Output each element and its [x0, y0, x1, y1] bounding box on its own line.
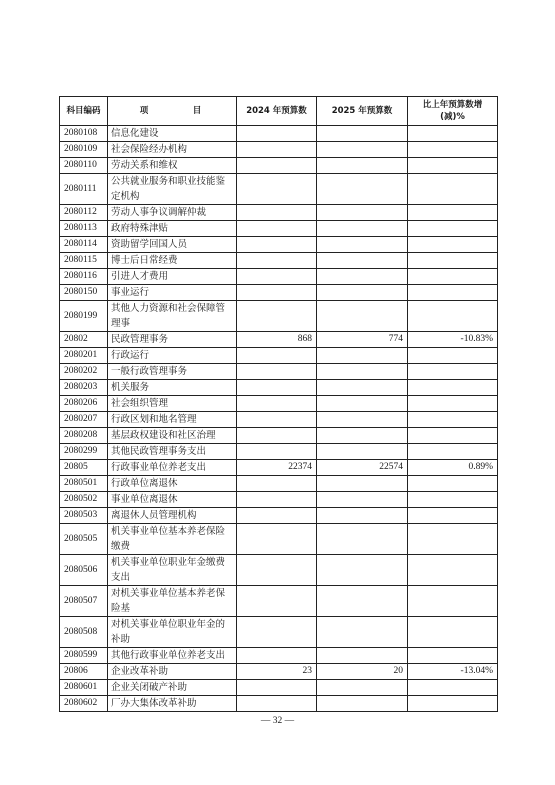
cell-budget-2024: [237, 142, 317, 158]
cell-change: [408, 524, 498, 555]
cell-budget-2024: [237, 285, 317, 301]
table-row: [60, 269, 498, 285]
cell-change: [408, 586, 498, 617]
cell-code: 2080108: [60, 126, 108, 142]
cell-budget-2025: 20: [317, 664, 408, 680]
cell-code: 2080502: [60, 492, 108, 508]
cell-budget-2025: [317, 301, 408, 332]
cell-code: 20802: [60, 332, 108, 348]
cell-code: 2080115: [60, 253, 108, 269]
table-row: [60, 586, 498, 617]
table-header-row: [60, 97, 498, 126]
table-row: [60, 492, 498, 508]
table-row: [60, 444, 498, 460]
cell-change: [408, 508, 498, 524]
cell-budget-2025: [317, 412, 408, 428]
cell-item-name: 对机关事业单位基本养老保险基: [108, 586, 237, 617]
cell-change: [408, 492, 498, 508]
cell-budget-2025: [317, 680, 408, 696]
cell-item-name: 其他行政事业单位养老支出: [108, 648, 237, 664]
header-item: 项 目: [108, 97, 237, 126]
cell-budget-2024: [237, 428, 317, 444]
cell-change: [408, 174, 498, 205]
cell-budget-2025: [317, 158, 408, 174]
table-row: [60, 126, 498, 142]
table-row: [60, 332, 498, 348]
cell-code: 2080505: [60, 524, 108, 555]
cell-budget-2024: [237, 174, 317, 205]
table-row: [60, 476, 498, 492]
cell-budget-2025: [317, 508, 408, 524]
cell-change: [408, 126, 498, 142]
cell-change: [408, 696, 498, 712]
cell-budget-2025: [317, 476, 408, 492]
header-budget-2024: 2024 年预算数: [237, 97, 317, 126]
cell-code: 2080508: [60, 617, 108, 648]
cell-budget-2025: [317, 253, 408, 269]
cell-budget-2024: [237, 412, 317, 428]
table-row: [60, 524, 498, 555]
table-row: [60, 396, 498, 412]
cell-budget-2025: [317, 696, 408, 712]
cell-budget-2024: [237, 617, 317, 648]
table-row: [60, 508, 498, 524]
cell-budget-2025: [317, 586, 408, 617]
cell-change: [408, 680, 498, 696]
cell-budget-2024: 22374: [237, 460, 317, 476]
table-row: [60, 158, 498, 174]
cell-code: 2080503: [60, 508, 108, 524]
cell-item-name: 公共就业服务和职业技能鉴定机构: [108, 174, 237, 205]
table-row: [60, 174, 498, 205]
cell-code: 2080150: [60, 285, 108, 301]
cell-change: -13.04%: [408, 664, 498, 680]
cell-item-name: 机关事业单位职业年金缴费支出: [108, 555, 237, 586]
cell-budget-2024: [237, 696, 317, 712]
cell-code: 2080506: [60, 555, 108, 586]
table-row: [60, 221, 498, 237]
cell-code: 2080207: [60, 412, 108, 428]
cell-change: [408, 476, 498, 492]
cell-change: [408, 396, 498, 412]
cell-item-name: 行政单位离退休: [108, 476, 237, 492]
cell-code: 2080208: [60, 428, 108, 444]
table-row: [60, 555, 498, 586]
cell-item-name: 行政区划和地名管理: [108, 412, 237, 428]
cell-budget-2025: [317, 648, 408, 664]
cell-budget-2024: [237, 237, 317, 253]
cell-budget-2025: [317, 380, 408, 396]
cell-change: [408, 301, 498, 332]
cell-code: 2080111: [60, 174, 108, 205]
cell-budget-2025: [317, 126, 408, 142]
cell-budget-2024: [237, 205, 317, 221]
cell-code: 2080109: [60, 142, 108, 158]
cell-item-name: 博士后日常经费: [108, 253, 237, 269]
page-number: — 32 —: [260, 716, 295, 726]
cell-budget-2024: [237, 396, 317, 412]
cell-budget-2024: [237, 586, 317, 617]
cell-code: 2080201: [60, 348, 108, 364]
cell-budget-2025: [317, 524, 408, 555]
cell-code: 2080501: [60, 476, 108, 492]
table-row: [60, 380, 498, 396]
cell-change: [408, 617, 498, 648]
table-row: [60, 696, 498, 712]
cell-item-name: 劳动关系和维权: [108, 158, 237, 174]
cell-budget-2024: [237, 680, 317, 696]
cell-item-name: 行政事业单位养老支出: [108, 460, 237, 476]
cell-change: [408, 269, 498, 285]
cell-item-name: 企业关闭破产补助: [108, 680, 237, 696]
cell-change: [408, 205, 498, 221]
cell-item-name: 对机关事业单位职业年金的补助: [108, 617, 237, 648]
cell-code: 2080114: [60, 237, 108, 253]
cell-budget-2025: [317, 555, 408, 586]
table-row: [60, 460, 498, 476]
table-row: [60, 412, 498, 428]
cell-budget-2025: [317, 364, 408, 380]
cell-code: 2080112: [60, 205, 108, 221]
cell-code: 20805: [60, 460, 108, 476]
cell-item-name: 其他人力资源和社会保障管理事: [108, 301, 237, 332]
cell-code: 2080507: [60, 586, 108, 617]
cell-item-name: 社会组织管理: [108, 396, 237, 412]
header-change: 比上年预算数增(减)%: [408, 97, 498, 126]
cell-budget-2024: [237, 492, 317, 508]
cell-budget-2025: [317, 285, 408, 301]
header-code: 科目编码: [60, 97, 108, 126]
cell-budget-2024: [237, 476, 317, 492]
table-row: [60, 364, 498, 380]
cell-change: [408, 142, 498, 158]
table-row: [60, 237, 498, 253]
table-row: [60, 664, 498, 680]
table-row: [60, 142, 498, 158]
cell-budget-2024: [237, 253, 317, 269]
cell-change: [408, 555, 498, 586]
cell-item-name: 厂办大集体改革补助: [108, 696, 237, 712]
cell-budget-2025: [317, 221, 408, 237]
cell-item-name: 引进人才费用: [108, 269, 237, 285]
cell-budget-2025: [317, 174, 408, 205]
cell-item-name: 信息化建设: [108, 126, 237, 142]
cell-item-name: 离退休人员管理机构: [108, 508, 237, 524]
cell-change: [408, 158, 498, 174]
cell-budget-2024: [237, 444, 317, 460]
header-budget-2025: 2025 年预算数: [317, 97, 408, 126]
cell-item-name: 资助留学回国人员: [108, 237, 237, 253]
cell-change: [408, 428, 498, 444]
cell-item-name: 社会保险经办机构: [108, 142, 237, 158]
cell-item-name: 事业单位离退休: [108, 492, 237, 508]
table-row: [60, 301, 498, 332]
cell-change: [408, 221, 498, 237]
cell-change: [408, 348, 498, 364]
cell-budget-2025: [317, 428, 408, 444]
cell-budget-2025: 774: [317, 332, 408, 348]
cell-item-name: 事业运行: [108, 285, 237, 301]
table-row: [60, 285, 498, 301]
cell-item-name: 机关服务: [108, 380, 237, 396]
table-row: [60, 428, 498, 444]
cell-item-name: 一般行政管理事务: [108, 364, 237, 380]
cell-budget-2024: [237, 524, 317, 555]
budget-table: [59, 96, 498, 712]
cell-change: [408, 444, 498, 460]
table-row: [60, 617, 498, 648]
cell-budget-2025: [317, 348, 408, 364]
cell-item-name: 民政管理事务: [108, 332, 237, 348]
cell-budget-2024: 23: [237, 664, 317, 680]
cell-budget-2025: [317, 142, 408, 158]
cell-change: -10.83%: [408, 332, 498, 348]
cell-budget-2025: [317, 269, 408, 285]
cell-budget-2024: [237, 301, 317, 332]
cell-code: 2080199: [60, 301, 108, 332]
cell-change: [408, 364, 498, 380]
cell-item-name: 企业改革补助: [108, 664, 237, 680]
cell-budget-2024: [237, 364, 317, 380]
cell-code: 2080602: [60, 696, 108, 712]
cell-budget-2024: [237, 508, 317, 524]
cell-change: 0.89%: [408, 460, 498, 476]
cell-budget-2024: [237, 221, 317, 237]
cell-budget-2024: [237, 269, 317, 285]
cell-change: [408, 237, 498, 253]
cell-budget-2024: [237, 555, 317, 586]
cell-change: [408, 380, 498, 396]
table-row: [60, 648, 498, 664]
cell-item-name: 基层政权建设和社区治理: [108, 428, 237, 444]
cell-budget-2024: [237, 158, 317, 174]
cell-code: 2080206: [60, 396, 108, 412]
table-row: [60, 253, 498, 269]
cell-code: 2080203: [60, 380, 108, 396]
cell-budget-2024: [237, 126, 317, 142]
cell-item-name: 其他民政管理事务支出: [108, 444, 237, 460]
cell-budget-2024: [237, 348, 317, 364]
cell-change: [408, 285, 498, 301]
cell-code: 2080299: [60, 444, 108, 460]
cell-code: 2080110: [60, 158, 108, 174]
cell-budget-2025: [317, 205, 408, 221]
table-row: [60, 680, 498, 696]
cell-code: 20806: [60, 664, 108, 680]
cell-code: 2080599: [60, 648, 108, 664]
cell-code: 2080113: [60, 221, 108, 237]
cell-item-name: 政府特殊津贴: [108, 221, 237, 237]
cell-budget-2024: [237, 380, 317, 396]
cell-budget-2025: [317, 617, 408, 648]
cell-code: 2080116: [60, 269, 108, 285]
table-row: [60, 205, 498, 221]
cell-change: [408, 648, 498, 664]
cell-budget-2025: [317, 444, 408, 460]
cell-budget-2025: [317, 396, 408, 412]
cell-item-name: 劳动人事争议调解仲裁: [108, 205, 237, 221]
table-row: [60, 348, 498, 364]
cell-budget-2025: [317, 237, 408, 253]
cell-code: 2080601: [60, 680, 108, 696]
cell-budget-2025: [317, 492, 408, 508]
cell-item-name: 行政运行: [108, 348, 237, 364]
cell-budget-2024: 868: [237, 332, 317, 348]
cell-change: [408, 253, 498, 269]
cell-item-name: 机关事业单位基本养老保险缴费: [108, 524, 237, 555]
cell-change: [408, 412, 498, 428]
cell-code: 2080202: [60, 364, 108, 380]
cell-budget-2024: [237, 648, 317, 664]
cell-budget-2025: 22574: [317, 460, 408, 476]
